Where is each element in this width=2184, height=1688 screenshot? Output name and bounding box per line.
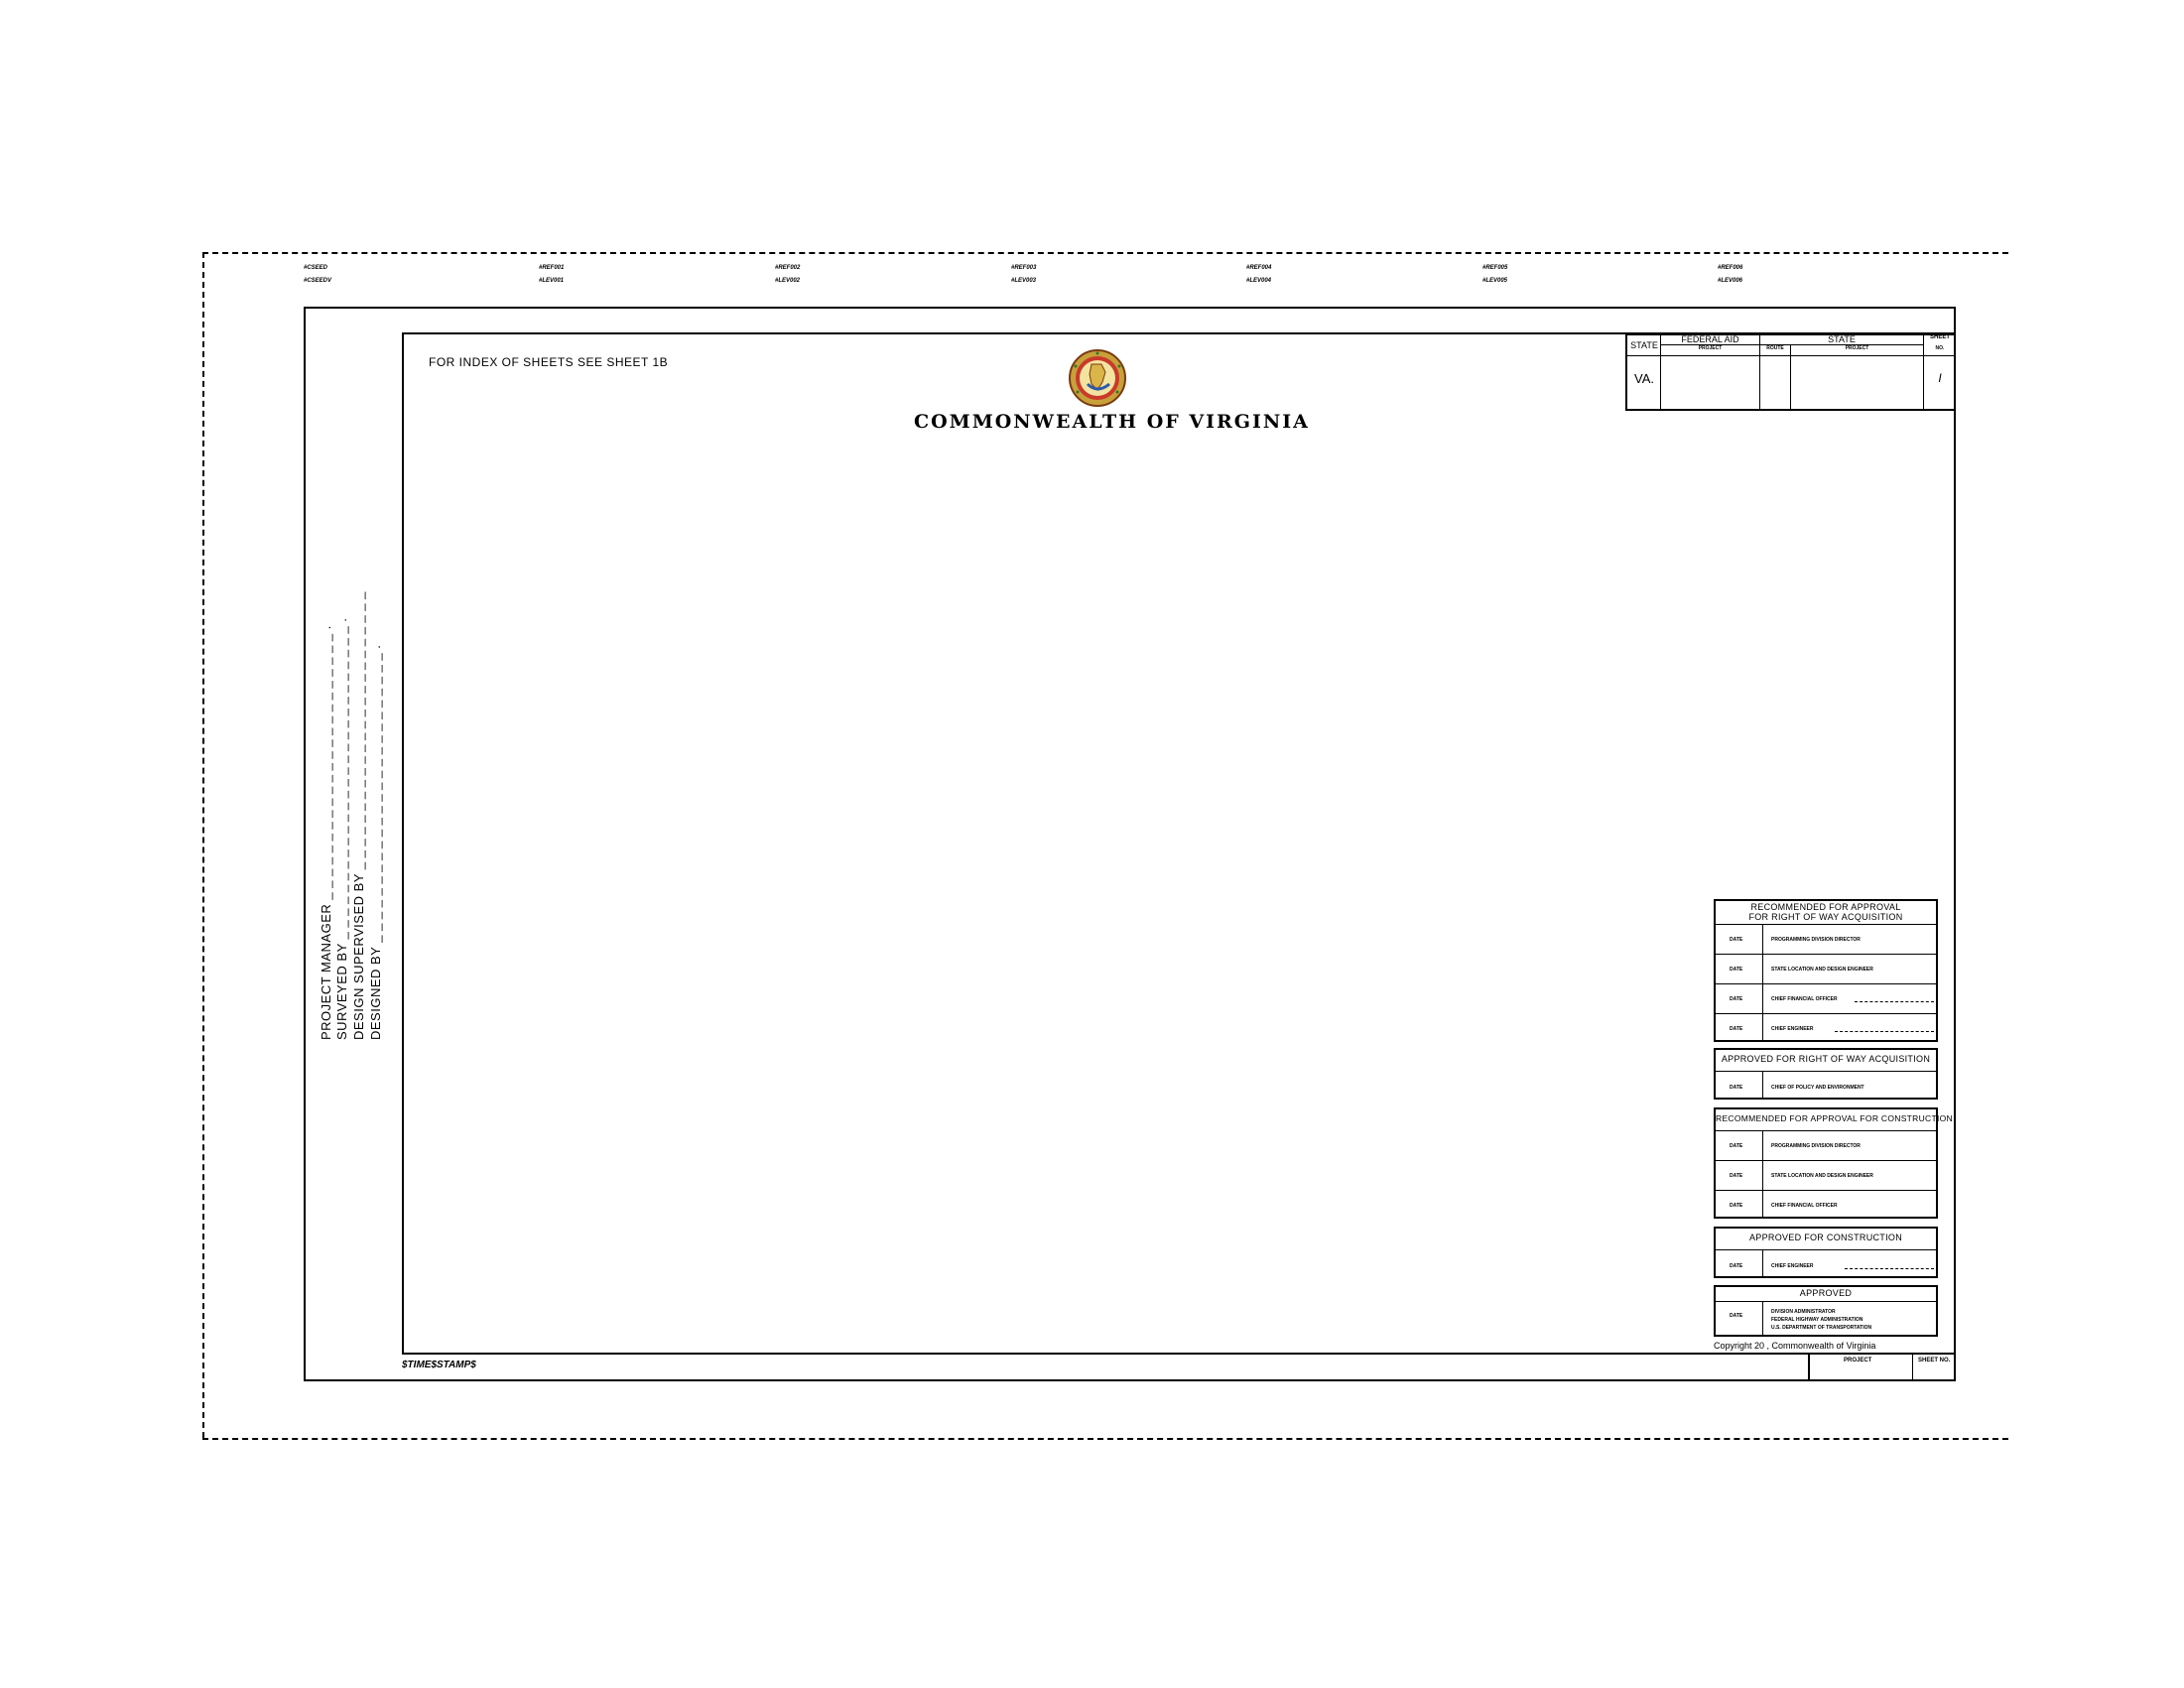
outer-border-top bbox=[202, 252, 2008, 254]
approver-role: CHIEF ENGINEER bbox=[1771, 1026, 1814, 1032]
approval-divider bbox=[1716, 924, 1936, 925]
signature-line: _ _ _ _ _ _ _ _ _ _ _ _ _ _ _ _ _ _ _ _ _ _ _ . bbox=[319, 625, 333, 904]
route-subheader: ROUTE bbox=[1766, 345, 1784, 351]
approver-role: STATE LOCATION AND DESIGN ENGINEER bbox=[1771, 1173, 1873, 1179]
date-label: DATE bbox=[1730, 967, 1743, 973]
bottom-project-box bbox=[1808, 1355, 1913, 1381]
approval-box-construction-recommended bbox=[1714, 1107, 1953, 1219]
approval-box-construction-approved bbox=[1714, 1227, 1938, 1278]
approver-role: PROGRAMMING DIVISION DIRECTOR bbox=[1771, 1143, 1861, 1149]
timestamp: $TIME$STAMP$ bbox=[402, 1360, 476, 1370]
approver-role-department: U.S. DEPARTMENT OF TRANSPORTATION bbox=[1771, 1325, 1872, 1331]
approver-role: CHIEF FINANCIAL OFFICER bbox=[1771, 996, 1838, 1002]
surveyed-by-label: SURVEYED BY _ _ _ _ _ _ _ _ _ _ _ _ _ _ _ _ _ _ _ _ _ _ _ _ _ _ _ . bbox=[334, 617, 349, 1040]
approval-header: FOR RIGHT OF WAY ACQUISITION bbox=[1748, 912, 1903, 922]
signature-line: _ _ _ _ _ _ _ _ _ _ _ _ _ _ _ _ _ _ _ _ _ _ _ _ _ . bbox=[368, 644, 383, 947]
no-subheader: NO. bbox=[1935, 345, 1945, 351]
approval-date-divider bbox=[1762, 1301, 1763, 1337]
approver-role: CHIEF OF POLICY AND ENVIRONMENT bbox=[1771, 1085, 1864, 1091]
sheet-value: I bbox=[1938, 371, 1942, 385]
designed-by-label: DESIGNED BY _ _ _ _ _ _ _ _ _ _ _ _ _ _ _ _ _ _ _ _ _ _ _ _ _ . bbox=[368, 644, 383, 1040]
approval-divider bbox=[1716, 1071, 1936, 1072]
bottom-sheet-box bbox=[1913, 1355, 1956, 1381]
project-manager-label: PROJECT MANAGER _ _ _ _ _ _ _ _ _ _ _ _ _ _ _ _ _ _ _ _ _ _ _ . bbox=[319, 625, 333, 1040]
date-label: DATE bbox=[1730, 1313, 1743, 1319]
approval-header: RECOMMENDED FOR APPROVAL bbox=[1750, 902, 1901, 912]
date-label: DATE bbox=[1730, 1263, 1743, 1269]
state-group-header: STATE bbox=[1828, 334, 1856, 344]
approver-role-agency: FEDERAL HIGHWAY ADMINISTRATION bbox=[1771, 1317, 1863, 1323]
reference-label: #REF006 #LEV006 bbox=[1718, 265, 1743, 284]
approval-date-divider bbox=[1762, 1249, 1763, 1278]
approval-header: APPROVED bbox=[1799, 1288, 1853, 1298]
date-label: DATE bbox=[1730, 1203, 1743, 1209]
approval-date-divider bbox=[1762, 1130, 1763, 1219]
signature-line: _ _ _ _ _ _ _ _ _ _ _ _ _ _ _ _ _ _ _ _ _ _ _ _ bbox=[351, 591, 366, 874]
bottom-project-label: PROJECT bbox=[1844, 1358, 1872, 1363]
approval-divider bbox=[1716, 1249, 1936, 1250]
approval-divider bbox=[1716, 1130, 1936, 1131]
approval-divider bbox=[1716, 1301, 1936, 1302]
approver-role: CHIEF FINANCIAL OFFICER bbox=[1771, 1203, 1838, 1209]
approval-divider bbox=[1716, 983, 1936, 984]
approval-box-row-recommended bbox=[1714, 899, 1938, 1042]
reference-label: #REF003 #LEV003 bbox=[1011, 265, 1037, 284]
design-supervised-by-label: DESIGN SUPERVISED BY _ _ _ _ _ _ _ _ _ _ _ _ _ _ _ _ _ _ _ _ _ _ _ _ bbox=[351, 591, 366, 1040]
approval-divider bbox=[1716, 954, 1936, 955]
bottom-sheet-label: SHEET NO. bbox=[1918, 1358, 1951, 1363]
approval-header: APPROVED FOR CONSTRUCTION bbox=[1748, 1233, 1902, 1242]
approval-divider bbox=[1716, 1013, 1936, 1014]
approval-header: RECOMMENDED FOR APPROVAL FOR CONSTRUCTION bbox=[1716, 1113, 1953, 1123]
project-subheader-2: PROJECT bbox=[1845, 345, 1869, 351]
approval-date-divider bbox=[1762, 1071, 1763, 1100]
approver-role: STATE LOCATION AND DESIGN ENGINEER bbox=[1771, 967, 1873, 973]
sheet-header: SHEET bbox=[1929, 334, 1950, 340]
virginia-seal bbox=[1068, 348, 1127, 408]
signature-dash bbox=[1845, 1268, 1934, 1269]
project-subheader: PROJECT bbox=[1698, 345, 1723, 351]
approval-box-row-approved bbox=[1714, 1048, 1938, 1100]
state-header: STATE bbox=[1630, 340, 1658, 350]
state-value: VA. bbox=[1634, 371, 1654, 386]
approval-divider bbox=[1716, 1190, 1936, 1191]
sheet-title: COMMONWEALTH OF VIRGINIA bbox=[914, 411, 1310, 433]
reference-label: #REF002 #LEV002 bbox=[775, 265, 801, 284]
approver-role: CHIEF ENGINEER bbox=[1771, 1263, 1814, 1269]
approval-header: APPROVED FOR RIGHT OF WAY ACQUISITION bbox=[1721, 1054, 1931, 1064]
copyright-notice: Copyright 20 , Commonwealth of Virginia bbox=[1714, 1341, 1876, 1351]
date-label: DATE bbox=[1730, 1085, 1743, 1091]
approval-divider bbox=[1716, 1160, 1936, 1161]
signature-dash bbox=[1835, 1031, 1934, 1032]
title-block-hline bbox=[1627, 355, 1956, 356]
outer-border-left bbox=[202, 252, 204, 1438]
signature-dash bbox=[1855, 1001, 1934, 1002]
title-block bbox=[1625, 333, 1956, 411]
reference-label: #REF004 #LEV004 bbox=[1246, 265, 1272, 284]
approver-role: PROGRAMMING DIVISION DIRECTOR bbox=[1771, 937, 1861, 943]
reference-label: #REF005 #LEV005 bbox=[1482, 265, 1508, 284]
date-label: DATE bbox=[1730, 1143, 1743, 1149]
federal-aid-header: FEDERAL AID bbox=[1681, 334, 1739, 344]
outer-border-bottom bbox=[202, 1438, 2008, 1440]
reference-label: #CSEED #CSEEDV bbox=[304, 265, 332, 284]
date-label: DATE bbox=[1730, 1173, 1743, 1179]
approver-role: DIVISION ADMINISTRATOR bbox=[1771, 1309, 1836, 1315]
index-note: FOR INDEX OF SHEETS SEE SHEET 1B bbox=[429, 355, 669, 369]
date-label: DATE bbox=[1730, 1026, 1743, 1032]
signature-line: _ _ _ _ _ _ _ _ _ _ _ _ _ _ _ _ _ _ _ _ _ _ _ _ _ _ _ . bbox=[334, 617, 349, 944]
date-label: DATE bbox=[1730, 937, 1743, 943]
reference-label: #REF001 #LEV001 bbox=[539, 265, 565, 284]
approval-box-fhwa-approved bbox=[1714, 1285, 1938, 1337]
date-label: DATE bbox=[1730, 996, 1743, 1002]
